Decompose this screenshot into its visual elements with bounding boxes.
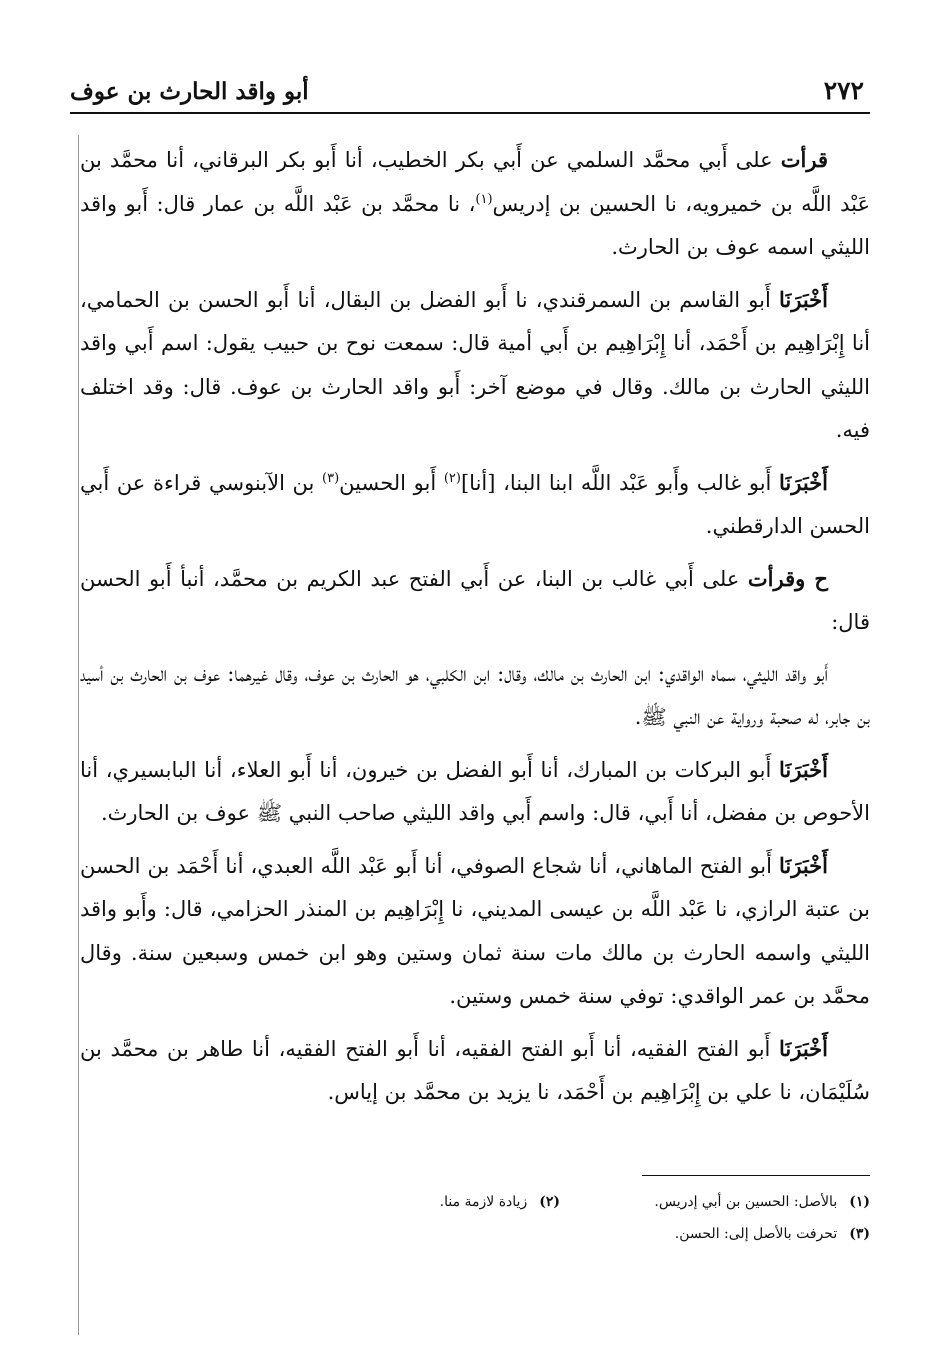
- paragraph: [80, 748, 870, 836]
- paragraph: [80, 557, 870, 645]
- footnote-ref[interactable]: (١): [475, 191, 493, 207]
- paragraph: [80, 653, 870, 740]
- paragraph-text: بن الآبنوسي قراءة عن أَبي الحسن الدارقطني.: [80, 470, 870, 538]
- paragraph-text: ، نا محمَّد بن عَبْد اللَّه بن عمار قال: أَبو واقد الليثي اسمه عوف بن الحارث.: [80, 191, 870, 259]
- footnote-ref[interactable]: (٣): [322, 470, 340, 486]
- scan-gutter-line: [78, 135, 79, 1335]
- paragraph-text: أَبو الحسين: [339, 470, 444, 495]
- paragraph-lead: أَخْبَرَنَا: [779, 852, 828, 878]
- paragraph-lead: قرأت: [780, 147, 828, 172]
- footnote: [675, 1218, 870, 1250]
- footnote: [560, 1186, 870, 1218]
- main-text: [80, 138, 870, 1123]
- paragraph-text: أَبو الفتح الفقيه، أنا أَبو الفتح الفقيه، أنا أَبو الفتح الفقيه، أنا طاهر بن محمَّد بن سُلَيْمَان، نا علي بن إِبْرَاهِيم بن أَحْمَد، نا يزيد بن محمَّد بن إياس.: [80, 1036, 870, 1104]
- paragraph-text: على أَبي غالب بن البنا، عن أَبي الفتح عبد الكريم بن محمَّد، أنبأ أَبو الحسن قال:: [80, 566, 870, 634]
- paragraph-lead: أَخْبَرَنَا: [779, 469, 829, 495]
- footnote-text: زيادة لازمة منا.: [439, 1194, 528, 1210]
- footnote-text: تحرفت بالأصل إلى: الحسن.: [674, 1226, 838, 1242]
- footnote-ref[interactable]: (٢): [443, 470, 461, 486]
- header-rule: [70, 112, 870, 114]
- footnote-number: (٣): [849, 1226, 870, 1242]
- paragraph: [80, 278, 870, 453]
- paragraph-lead: أَخْبَرَنَا: [779, 286, 828, 312]
- paragraph-lead: أَخْبَرَنَا: [779, 756, 828, 782]
- footnote-number: (٢): [539, 1194, 560, 1210]
- paragraph: [80, 461, 870, 549]
- paragraph-text: أَبو البركات بن المبارك، أنا أَبو الفضل بن خيرون، أنا أَبو العلاء، أنا البابسيري، أنا الأحوص بن مفضل، أنا أَبي، قال: واسم أَبي واقد الليثي صاحب النبي ﷺ عوف بن الحارث.: [80, 757, 870, 825]
- footnote-rule: [642, 1175, 870, 1176]
- footnote-number: (١): [849, 1194, 870, 1210]
- paragraph-text: على أَبي محمَّد السلمي عن أَبي بكر الخطيب، أنا أَبو بكر البرقاني، أنا محمَّد بن عَبْد اللَّه بن خميرويه، نا الحسين بن إدريس: [80, 148, 870, 216]
- footnote-text: بالأصل: الحسين بن أبي إدريس.: [654, 1194, 838, 1210]
- paragraph: [80, 138, 870, 270]
- paragraph-lead: أَخْبَرَنَا: [779, 1035, 828, 1061]
- paragraph-lead: ح وقرأت: [747, 565, 828, 591]
- paragraph-text: أَبو غالب وأَبو عَبْد اللَّه ابنا البنا، [أنا]: [460, 470, 780, 495]
- paragraph-text: أَبو القاسم بن السمرقندي، نا أَبو الفضل بن البقال، أنا أَبو الحسن بن الحمامي، أنا إِبْرَاهِيم بن أَحْمَد، أنا إِبْرَاهِيم بن أَبي أمية قال: سمعت نوح بن حبيب يقول: اسم أَبي واقد الليثي الحارث بن مالك. وقال في موضع آخر: أَبو واقد الحارث بن عوف. قال: وقد اختلف فيه.: [80, 287, 870, 442]
- footnote-row: [70, 1186, 870, 1218]
- footnote-row: [70, 1218, 870, 1250]
- footnotes: [70, 1186, 870, 1250]
- running-title: أبو واقد الحارث بن عوف: [70, 78, 309, 105]
- paragraph: [80, 844, 870, 1019]
- paragraph-text: أَبو واقد الليثي، سماه الواقدي: ابن الحارث بن مالك، وقال: ابن الكلبي، هو الحارث بن عوف، وقال غيرهما: عوف بن الحارث بن أسيد بن جابر، له صحبة ورواية عن النبي ﷺ.: [80, 661, 870, 729]
- page-number: ٢٧٢: [823, 76, 864, 105]
- paragraph-text: أَبو الفتح الماهاني، أنا شجاع الصوفي، أنا أَبو عَبْد اللَّه العبدي، أنا أَحْمَد بن الحسن بن عتبة الرازي، نا عَبْد اللَّه بن عيسى المديني، نا إِبْرَاهِيم بن المنذر الحزامي، قال: وأَبو واقد الليثي واسمه الحارث بن مالك مات سنة ثمان وستين وهو ابن خمس وسبعين سنة. وقال محمَّد بن عمر الواقدي: توفي سنة خمس وستين.: [80, 853, 870, 1008]
- footnote: [440, 1186, 560, 1218]
- paragraph: [80, 1027, 870, 1115]
- page-header: [70, 70, 870, 110]
